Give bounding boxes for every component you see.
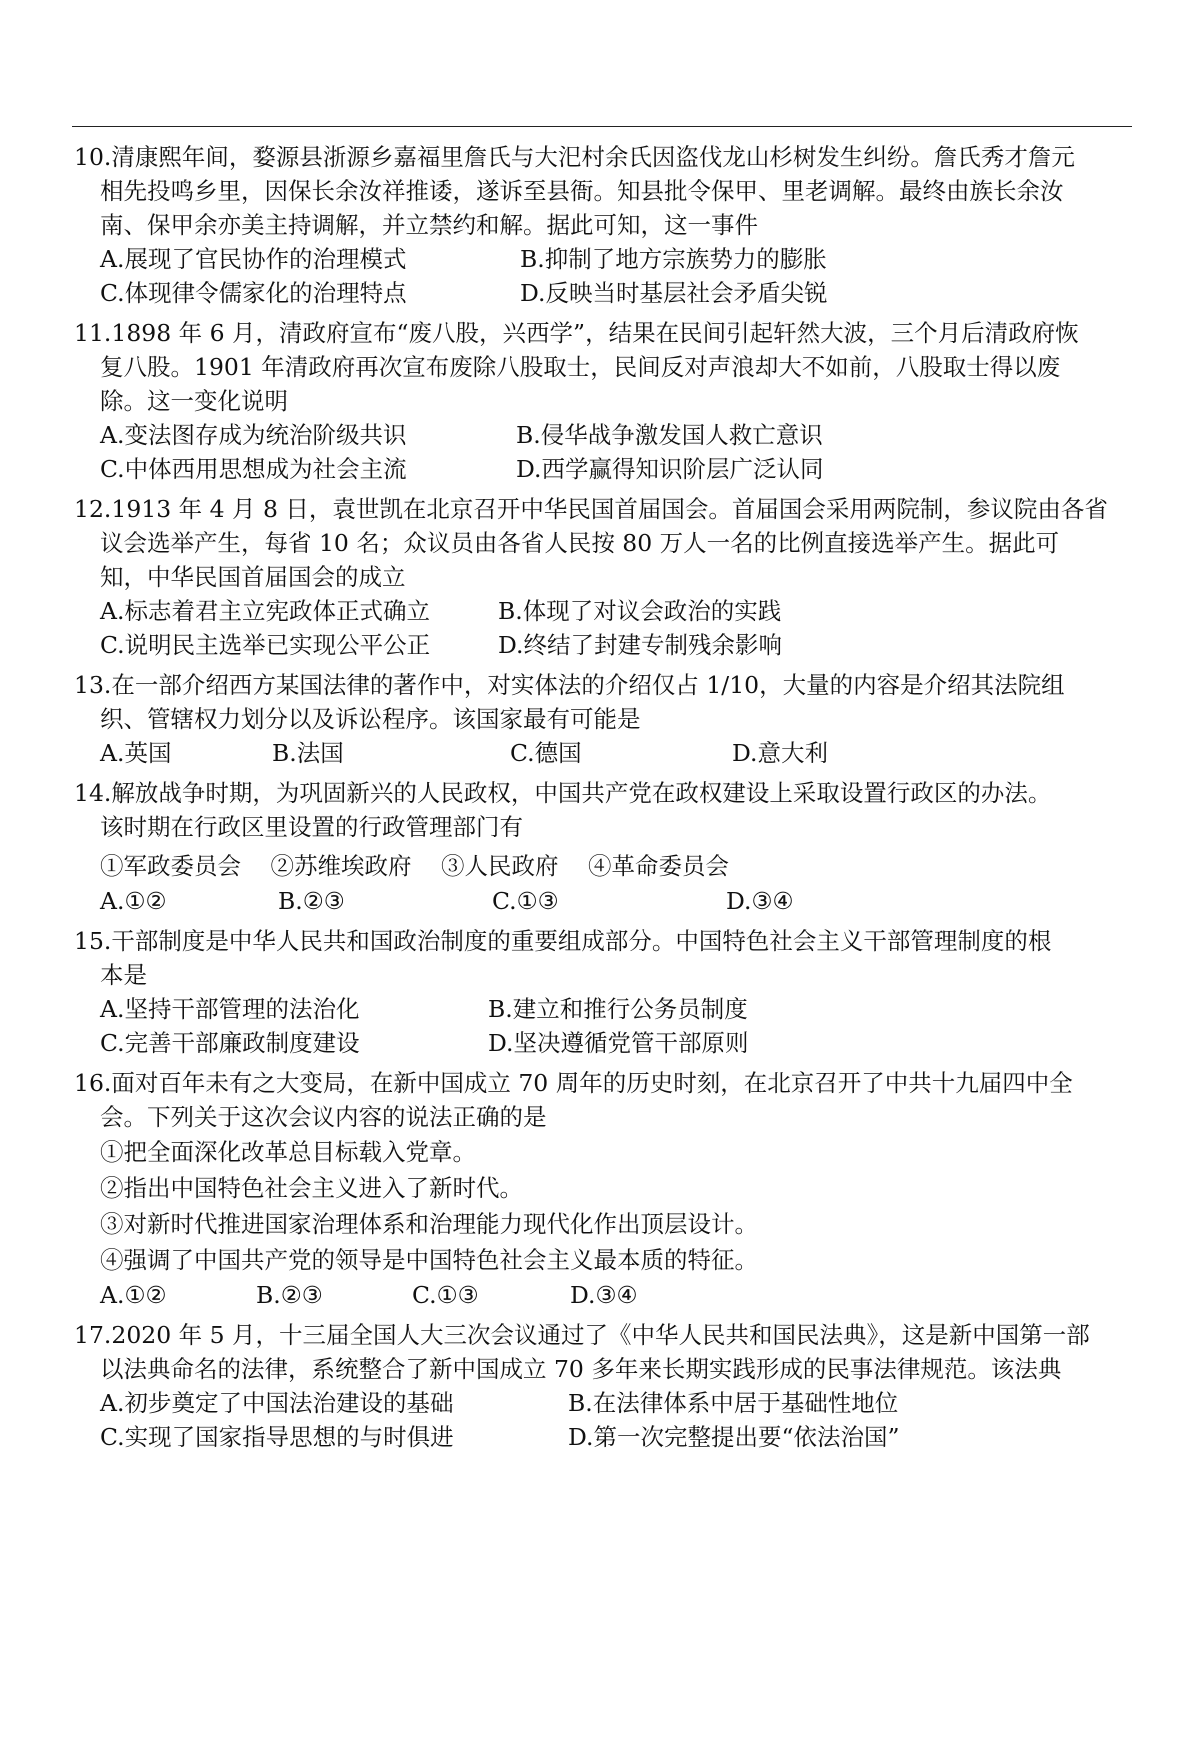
question-text-line: 14.解放战争时期，为巩固新兴的人民政权，中国共产党在政权建设上采取设置行政区的办法。 — [74, 779, 1052, 807]
question-10 — [74, 140, 1136, 310]
option-c: C.中体西用思想成为社会主流 — [100, 455, 407, 483]
question-11 — [74, 316, 1136, 486]
question-14 — [74, 776, 1136, 918]
option-row — [74, 452, 1136, 486]
option-c: C.①③ — [492, 887, 559, 915]
option-row — [74, 628, 1136, 662]
option-c: C.说明民主选举已实现公平公正 — [100, 631, 431, 659]
option-b: B.②③ — [278, 887, 345, 915]
question-text-line: 17.2020 年 5 月，十三届全国人大三次会议通过了《中华人民共和国民法典》，这是新中国第一部 — [74, 1321, 1090, 1349]
question-16 — [74, 1066, 1136, 1312]
option-d: D.反映当时基层社会矛盾尖锐 — [520, 279, 828, 307]
question-text-line: 知，中华民国首届国会的成立 — [100, 563, 406, 591]
option-b: B.抑制了地方宗族势力的膨胀 — [520, 245, 827, 273]
question-text-line: 13.在一部介绍西方某国法律的著作中，对实体法的介绍仅占 1/10，大量的内容是介绍其法院组 — [74, 671, 1065, 699]
option-c: C.德国 — [510, 739, 582, 767]
option-a: A.变法图存成为统治阶级共识 — [100, 421, 407, 449]
option-row — [74, 736, 1136, 770]
option-row — [74, 1420, 1136, 1454]
option-row — [74, 276, 1136, 310]
option-row — [74, 594, 1136, 628]
question-text-line: 10.清康熙年间，婺源县浙源乡嘉福里詹氏与大汜村余氏因盗伐龙山杉树发生纠纷。詹氏秀才詹元 — [74, 143, 1075, 171]
option-c: C.完善干部廉政制度建设 — [100, 1029, 360, 1057]
question-text-line: 12.1913 年 4 月 8 日，袁世凯在北京召开中华民国首届国会。首届国会采用两院制，参议院由各省 — [74, 495, 1108, 523]
statement-row — [74, 848, 1136, 884]
question-text-line: 南、保甲余亦美主持调解，并立禁约和解。据此可知，这一事件 — [100, 211, 758, 239]
option-a: A.标志着君主立宪政体正式确立 — [100, 597, 430, 625]
statement-1: ①把全面深化改革总目标载入党章。 — [100, 1138, 476, 1166]
question-text-line: 相先投鸣乡里，因保长余汝祥推诿，遂诉至县衙。知县批令保甲、里老调解。最终由族长余汝 — [100, 177, 1064, 205]
question-text-line: 议会选举产生，每省 10 名；众议员由各省人民按 80 万人一名的比例直接选举产生。据此可 — [100, 529, 1060, 557]
option-b: B.建立和推行公务员制度 — [488, 995, 748, 1023]
statement-4: ④强调了中国共产党的领导是中国特色社会主义最本质的特征。 — [100, 1246, 758, 1274]
option-d: D.③④ — [726, 887, 794, 915]
question-text-line: 会。下列关于这次会议内容的说法正确的是 — [100, 1103, 547, 1131]
question-text-line: 该时期在行政区里设置的行政管理部门有 — [100, 813, 523, 841]
question-15 — [74, 924, 1136, 1060]
option-b: B.法国 — [272, 739, 344, 767]
option-row — [74, 1278, 1136, 1312]
option-a: A.展现了官民协作的治理模式 — [100, 245, 407, 273]
option-a: A.坚持干部管理的法治化 — [100, 995, 360, 1023]
option-d: D.西学赢得知识阶层广泛认同 — [516, 455, 824, 483]
statement-2: ②苏维埃政府 — [270, 852, 412, 880]
option-row — [74, 884, 1136, 918]
question-list — [74, 140, 1136, 1454]
statement-3: ③对新时代推进国家治理体系和治理能力现代化作出顶层设计。 — [100, 1210, 758, 1238]
statement-3: ③人民政府 — [440, 852, 559, 880]
option-a: A.①② — [100, 1281, 167, 1309]
question-text-line: 织、管辖权力划分以及诉讼程序。该国家最有可能是 — [100, 705, 641, 733]
option-b: B.②③ — [256, 1281, 323, 1309]
header-rule — [72, 126, 1132, 127]
question-text-line: 15.干部制度是中华人民共和国政治制度的重要组成部分。中国特色社会主义干部管理制度的根 — [74, 927, 1052, 955]
statement-1: ①军政委员会 — [100, 852, 241, 880]
option-row — [74, 242, 1136, 276]
question-text-line: 除。这一变化说明 — [100, 387, 288, 415]
question-12 — [74, 492, 1136, 662]
option-c: C.①③ — [412, 1281, 479, 1309]
option-c: C.实现了国家指导思想的与时俱进 — [100, 1423, 454, 1451]
option-d: D.坚决遵循党管干部原则 — [488, 1029, 749, 1057]
question-text-line: 11.1898 年 6 月，清政府宣布“废八股，兴西学”，结果在民间引起轩然大波，三个月后清政府恢 — [74, 319, 1079, 347]
question-text-line: 本是 — [100, 961, 147, 989]
option-d: D.终结了封建专制残余影响 — [498, 631, 782, 659]
option-b: B.体现了对议会政治的实践 — [498, 597, 782, 625]
question-text-line: 以法典命名的法律，系统整合了新中国成立 70 多年来长期实践形成的民事法律规范。该法典 — [100, 1355, 1062, 1383]
option-row — [74, 418, 1136, 452]
option-c: C.体现律令儒家化的治理特点 — [100, 279, 407, 307]
option-row — [74, 1026, 1136, 1060]
option-b: B.在法律体系中居于基础性地位 — [568, 1389, 899, 1417]
option-row — [74, 1386, 1136, 1420]
option-a: A.英国 — [100, 739, 172, 767]
option-a: A.①② — [100, 887, 167, 915]
option-a: A.初步奠定了中国法治建设的基础 — [100, 1389, 454, 1417]
question-text-line: 16.面对百年未有之大变局，在新中国成立 70 周年的历史时刻，在北京召开了中共十九届四中全 — [74, 1069, 1073, 1097]
option-d: D.意大利 — [732, 739, 828, 767]
question-17 — [74, 1318, 1136, 1454]
question-13 — [74, 668, 1136, 770]
option-d: D.第一次完整提出要“依法治国” — [568, 1423, 900, 1451]
option-d: D.③④ — [570, 1281, 638, 1309]
question-text-line: 复八股。1901 年清政府再次宣布废除八股取士，民间反对声浪却大不如前，八股取士得以废 — [100, 353, 1061, 381]
option-b: B.侵华战争激发国人救亡意识 — [516, 421, 823, 449]
option-row — [74, 992, 1136, 1026]
statement-4: ④革命委员会 — [587, 852, 729, 880]
statement-2: ②指出中国特色社会主义进入了新时代。 — [100, 1174, 523, 1202]
